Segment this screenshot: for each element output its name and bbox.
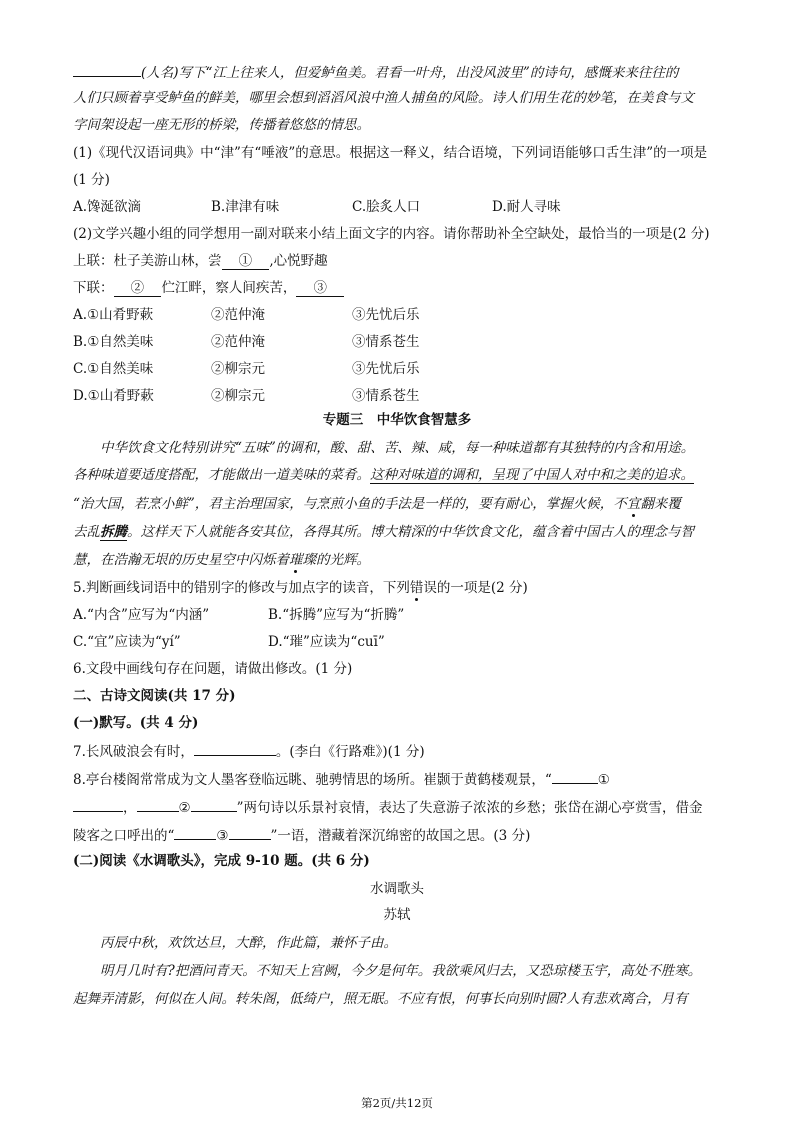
topic3-line-2-text: 各种味道要适度搭配，才能做出一道美味的菜肴。 bbox=[73, 467, 370, 483]
topic3-title: 专题三 中华饮食智慧多 bbox=[322, 412, 472, 428]
q5-option-b[interactable]: B.“拆腾”应写为“折腾” bbox=[268, 607, 405, 623]
q8-blank-3a[interactable] bbox=[174, 825, 216, 840]
q2-stem: (2)文学兴趣小组的同学想用一副对联来小结上面文字的内容。请你帮助补全空缺处，最恰当的一项是(2 分) bbox=[73, 226, 710, 242]
q2-option-a-2: ②范仲淹 bbox=[211, 307, 265, 323]
dotted-char-yi: 宜 bbox=[626, 496, 641, 512]
blank-2-mark: ② bbox=[130, 280, 145, 296]
underlined-sentence: 这种对味道的调和，呈现了中国人对中和之美的追求。 bbox=[370, 467, 694, 483]
q1-score: (1 分) bbox=[73, 172, 110, 188]
q8-separator: ， bbox=[123, 800, 137, 816]
section2-heading: 二、古诗文阅读(共 17 分) bbox=[73, 688, 236, 704]
topic3-line-1: 中华饮食文化特别讲究“五味”的调和，酸、甜、苦、辣、咸，每一种味道都有其独特的内含和用途。 bbox=[100, 440, 695, 456]
q2-option-a-3: ③先忧后乐 bbox=[352, 307, 420, 323]
couplet-lower bbox=[73, 279, 723, 297]
q8-blank-2b[interactable] bbox=[191, 797, 237, 812]
blank-1[interactable] bbox=[222, 253, 270, 270]
q8-line-1 bbox=[73, 769, 723, 789]
q2-option-d-2: ②柳宗元 bbox=[211, 388, 265, 404]
blank-3[interactable] bbox=[296, 280, 344, 297]
topic3-line-2 bbox=[73, 466, 723, 484]
q8-text-3-end: ”一语，潜藏着深沉绵密的故国之思。(3 分) bbox=[270, 828, 531, 844]
q5-dotted-char: 错 bbox=[409, 580, 424, 596]
couplet-upper bbox=[73, 252, 723, 270]
q8-line-3 bbox=[73, 825, 723, 845]
q2-option-b-1[interactable]: B.①自然美味 bbox=[73, 334, 154, 350]
author-blank[interactable] bbox=[73, 62, 141, 77]
q5-option-a[interactable]: A.“内含”应写为“内涵” bbox=[73, 607, 210, 623]
q7-line bbox=[73, 741, 723, 761]
blank-1-mark: ① bbox=[238, 253, 253, 269]
q2-option-d-1[interactable]: D.①山肴野蔌 bbox=[73, 388, 154, 404]
couplet-upper-end: ,心悦野趣 bbox=[269, 253, 328, 269]
q2-option-c-2: ②柳宗元 bbox=[211, 361, 265, 377]
dotted-char-cui: 璀 bbox=[289, 552, 303, 568]
topic3-line-4-text: 。这样天下人就能各安其位，各得其所。博大精深的中华饮食文化，蕴含着中国古人的理念与智 bbox=[127, 524, 694, 540]
topic3-line-5-end: 璨的光辉。 bbox=[302, 552, 370, 568]
q8-mark-1: ① bbox=[597, 772, 610, 788]
q8-blank-3b[interactable] bbox=[229, 825, 271, 840]
topic3-line-5-text: 慧，在浩瀚无垠的历史星空中闪烁着 bbox=[73, 552, 289, 568]
couplet-lower-text: 伫江畔，察人间疾苦， bbox=[161, 280, 297, 296]
q8-mark-3: ③ bbox=[216, 828, 229, 844]
q8-line-2 bbox=[73, 797, 723, 817]
blank-2[interactable] bbox=[114, 280, 162, 297]
q2-option-c-3: ③先忧后乐 bbox=[352, 361, 420, 377]
q5-stem bbox=[73, 579, 723, 597]
q8-blank-1a[interactable] bbox=[552, 769, 598, 784]
q2-option-b-3: ③情系苍生 bbox=[352, 334, 420, 350]
topic3-line-5 bbox=[73, 551, 723, 569]
q7-source: 。(李白《行路难》)(1 分) bbox=[275, 744, 425, 760]
q8-blank-1b[interactable] bbox=[73, 797, 123, 812]
intro-line-1 bbox=[73, 62, 723, 82]
q2-option-d-3: ③情系苍生 bbox=[352, 388, 420, 404]
q5-option-d[interactable]: D.“璀”应读为“cuī” bbox=[268, 634, 385, 650]
q1-option-d[interactable]: D.耐人寻味 bbox=[492, 199, 561, 215]
q1-stem: (1)《现代汉语词典》中“津”有“唾液”的意思。根据这一释义，结合语境，下列词语能够口舌生津”的一项是 bbox=[73, 145, 708, 161]
page-number: 第2页/共12页 bbox=[361, 1096, 433, 1110]
intro-line-2: 人们只顾着享受鲈鱼的鲜美，哪里会想到滔滔风浪中渔人捕鱼的风险。诗人们用生花的妙笔，在美食与文 bbox=[73, 90, 694, 106]
couplet-lower-label: 下联： bbox=[73, 280, 114, 296]
q1-option-c[interactable]: C.脍炙人口 bbox=[352, 199, 421, 215]
q8-text-3: 陵客之口呼出的“ bbox=[73, 828, 175, 844]
couplet-upper-text: 上联：杜子美游山林，尝 bbox=[73, 253, 222, 269]
q1-option-a[interactable]: A.馋涎欲滴 bbox=[73, 199, 142, 215]
intro-text: (人名)写下“江上往来人，但爱鲈鱼美。君看一叶舟，出没风波里”的诗句，感慨来来往往的 bbox=[141, 65, 679, 81]
q5-stem-text: 5.判断画线词语中的错别字的修改与加点字的读音，下列 bbox=[73, 580, 410, 596]
poem-line-1: 明月几时有?把酒问青天。不知天上宫阙，今夕是何年。我欲乘风归去，又恐琼楼玉宇，高处不胜寒。 bbox=[100, 963, 702, 979]
q1-option-b[interactable]: B.津津有味 bbox=[211, 199, 280, 215]
q7-blank[interactable] bbox=[194, 741, 276, 756]
topic3-line-3-end: 翻来覆 bbox=[640, 496, 681, 512]
subsection2-heading: (二)阅读《水调歌头》，完成 9-10 题。(共 6 分) bbox=[73, 853, 370, 869]
poem-preface: 丙辰中秋，欢饮达旦，大醉，作此篇，兼怀子由。 bbox=[100, 935, 397, 951]
q8-text-2: ”两句诗以乐景衬哀情，表达了失意游子浓浓的乡愁；张岱在湖心亭赏雪，借金 bbox=[236, 800, 703, 816]
poem-title: 水调歌头 bbox=[370, 881, 424, 897]
topic3-line-4 bbox=[73, 523, 723, 541]
blank-3-mark: ③ bbox=[313, 280, 328, 296]
q8-text-1: 8.亭台楼阁常常成为文人墨客登临远眺、驰骋情思的场所。崔颢于黄鹤楼观景，“ bbox=[73, 772, 552, 788]
topic3-line-3-text: “治大国，若烹小鲜”，君主治理国家，与烹煎小鱼的手法是一样的，要有耐心，掌握火候，不 bbox=[73, 496, 627, 512]
q6-stem: 6.文段中画线句存在问题，请做出修改。(1 分) bbox=[73, 661, 353, 677]
q5-option-c[interactable]: C.“宜”应读为“yí” bbox=[73, 634, 181, 650]
intro-line-3: 字间架设起一座无形的桥梁，传播着悠悠的情思。 bbox=[73, 117, 370, 133]
poem-line-2: 起舞弄清影，何似在人间。转朱阁，低绮户，照无眠。不应有恨，何事长向别时圆?人有悲欢离合，月有 bbox=[73, 991, 688, 1007]
q5-stem-end: 误的一项是(2 分) bbox=[423, 580, 528, 596]
topic3-line-4-start: 去乱 bbox=[73, 524, 100, 540]
q2-option-a-1[interactable]: A.①山肴野蔌 bbox=[73, 307, 154, 323]
subsection1-heading: (一)默写。(共 4 分) bbox=[73, 715, 199, 731]
topic3-line-3 bbox=[73, 495, 723, 513]
underlined-word-chaiteng: 拆腾 bbox=[100, 524, 127, 540]
q2-option-c-1[interactable]: C.①自然美味 bbox=[73, 361, 154, 377]
q7-text: 7.长风破浪会有时， bbox=[73, 744, 194, 760]
q8-mark-2: ② bbox=[178, 800, 191, 816]
q8-blank-2a[interactable] bbox=[137, 797, 179, 812]
poem-author: 苏轼 bbox=[383, 907, 411, 923]
q2-option-b-2: ②范仲淹 bbox=[211, 334, 265, 350]
